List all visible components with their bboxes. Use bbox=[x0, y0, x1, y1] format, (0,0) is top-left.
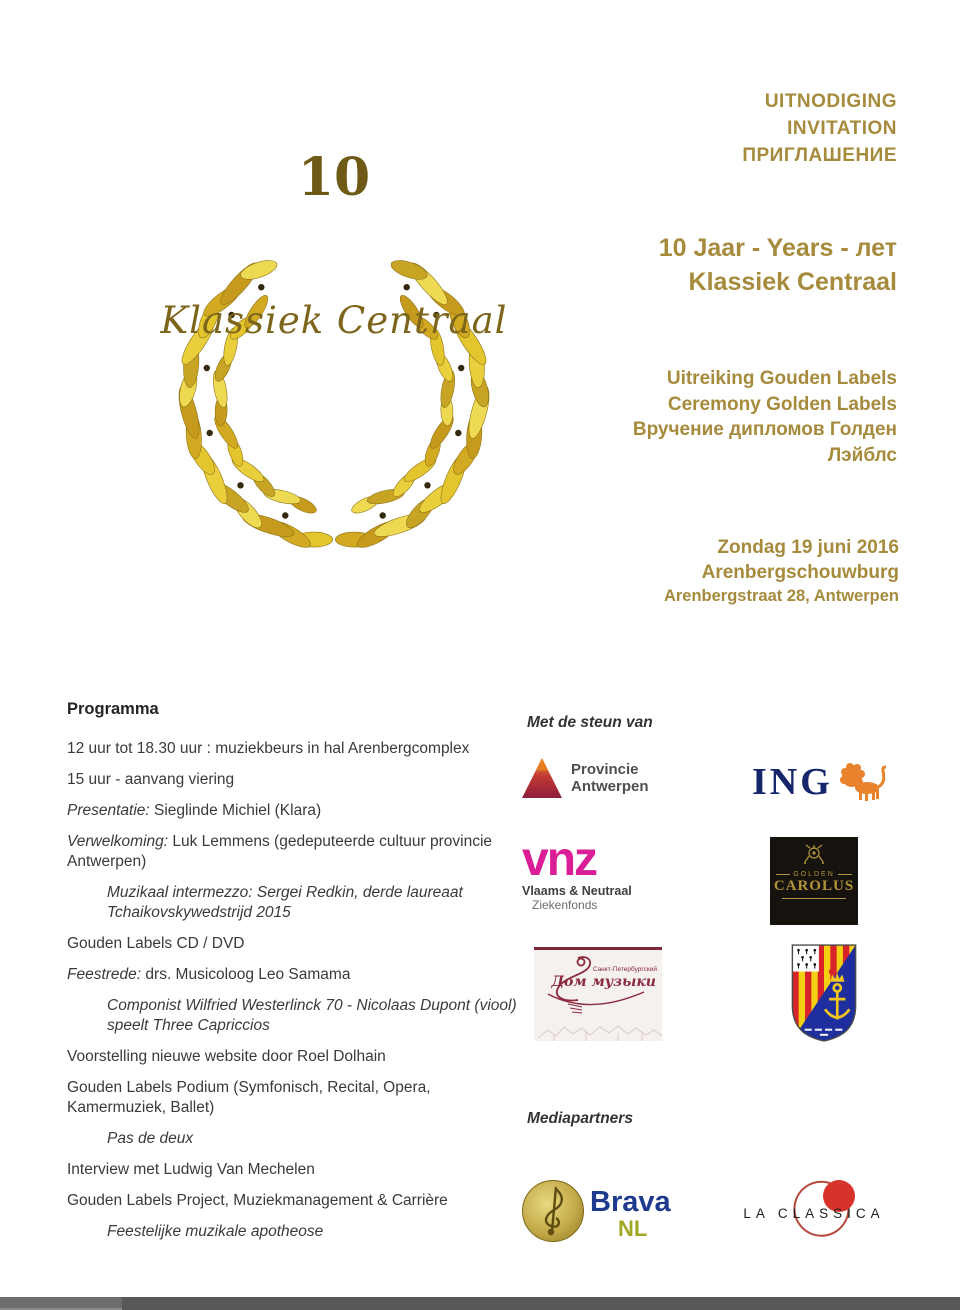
horizontal-scrollbar-thumb[interactable] bbox=[0, 1297, 122, 1310]
event-date: Zondag 19 juni 2016 bbox=[717, 537, 899, 558]
ing-lion-icon bbox=[837, 762, 889, 802]
golden-carolus-logo bbox=[770, 837, 858, 925]
program-item: Pas de deux bbox=[107, 1130, 194, 1147]
treble-clef-icon bbox=[523, 1181, 585, 1243]
program-item: 15 uur - aanvang viering bbox=[67, 771, 235, 788]
sponsors-heading: Met de steun van bbox=[527, 714, 653, 731]
vnz-wordmark: vnz bbox=[522, 833, 597, 886]
ceremony-line-en: Ceremony Golden Labels bbox=[667, 393, 897, 415]
program-item: 12 uur tot 18.30 uur : muziekbeurs in hal Arenbergcomplex bbox=[67, 740, 470, 757]
brava-nl-label: NL bbox=[618, 1216, 648, 1241]
event-venue: Arenbergschouwburg bbox=[701, 562, 899, 583]
vnz-label-line1: Vlaams & Neutraal bbox=[522, 884, 632, 898]
program-item: Componist Wilfried Westerlinck 70 - Nicolaas Dupont (viool) speelt Three Capriccios bbox=[107, 997, 517, 1034]
vnz-logo bbox=[522, 833, 652, 912]
invitation-line-en: INVITATION bbox=[787, 118, 897, 139]
event-details bbox=[664, 535, 899, 608]
coat-of-arms-shield-icon bbox=[786, 942, 862, 1044]
la-classica-wordmark: LA CLASSICA bbox=[743, 1206, 885, 1221]
invitation-heading bbox=[742, 88, 897, 169]
carolus-crest-icon bbox=[800, 843, 828, 869]
ing-logo bbox=[752, 760, 889, 804]
program-item: Voorstelling nieuwe website door Roel Dolhain bbox=[67, 1048, 386, 1065]
program-title: Programma bbox=[67, 700, 159, 718]
provincie-antwerpen-label: Provincie Antwerpen bbox=[571, 761, 649, 795]
program-item: Feestrede: drs. Musicoloog Leo Samama bbox=[67, 966, 351, 983]
invitation-line-nl: UITNODIGING bbox=[764, 91, 897, 112]
la-classica-logo bbox=[738, 1176, 890, 1246]
anniversary-title-line1: 10 Jaar - Years - лет bbox=[658, 234, 897, 262]
program-item: Gouden Labels Project, Muziekmanagement & Carrière bbox=[67, 1192, 448, 1209]
carolus-small-label: GOLDEN bbox=[770, 871, 858, 878]
program-item: Muzikaal intermezzo: Sergei Redkin, derde laureaat Tchaikovskywedstrijd 2015 bbox=[107, 884, 463, 921]
dom-muzyki-flourish-icon bbox=[534, 950, 662, 1041]
ing-wordmark: ING bbox=[752, 761, 833, 803]
brava-circle-icon bbox=[522, 1180, 584, 1242]
vnz-label-line2: Ziekenfonds bbox=[532, 898, 598, 912]
ceremony-line-ru1: Вручение дипломов Голден bbox=[632, 419, 897, 440]
wreath-number: 10 bbox=[297, 147, 371, 208]
program-item: Verwelkoming: Luk Lemmens (gedeputeerde cultuur provincie Antwerpen) bbox=[67, 833, 493, 870]
program-item: Feestelijke muzikale apotheose bbox=[107, 1223, 324, 1240]
brava-wordmark: Brava bbox=[590, 1186, 671, 1218]
program-section bbox=[67, 700, 519, 1253]
coat-of-arms-logo bbox=[786, 942, 862, 1049]
program-item: Gouden Labels CD / DVD bbox=[67, 935, 245, 952]
provincie-antwerpen-triangle-icon bbox=[521, 757, 563, 799]
brava-nl-logo bbox=[522, 1180, 672, 1250]
program-item: Gouden Labels Podium (Symfonisch, Recital, Opera, Kamermuziek, Ballet) bbox=[67, 1079, 431, 1116]
carolus-wordmark: CAROLUS bbox=[773, 878, 855, 894]
klassiek-centraal-wreath-logo bbox=[112, 143, 556, 568]
horizontal-scrollbar[interactable] bbox=[0, 1297, 960, 1310]
anniversary-title-line2: Klassiek Centraal bbox=[688, 268, 897, 296]
ceremony-line-nl: Uitreiking Gouden Labels bbox=[666, 368, 897, 389]
program-item: Presentatie: Sieglinde Michiel (Klara) bbox=[67, 802, 322, 819]
event-address: Arenbergstraat 28, Antwerpen bbox=[663, 587, 899, 605]
dom-muzyki-logo bbox=[534, 947, 662, 1041]
invitation-line-ru: ПРИГЛАШЕНИЕ bbox=[742, 145, 897, 166]
dom-muzyki-small-label: Санкт-Петербургский bbox=[592, 966, 657, 973]
wreath-title-script: Klassiek Centraal bbox=[160, 299, 508, 342]
ceremony-heading bbox=[633, 366, 897, 468]
program-item: Interview met Ludwig Van Mechelen bbox=[67, 1161, 315, 1178]
carolus-rule bbox=[782, 898, 846, 899]
mediapartners-heading: Mediapartners bbox=[527, 1110, 633, 1127]
anniversary-title bbox=[659, 231, 897, 299]
dom-muzyki-wordmark: Дом музыки bbox=[551, 974, 656, 990]
provincie-antwerpen-logo bbox=[521, 757, 649, 799]
ceremony-line-ru2: Лэйблс bbox=[827, 444, 897, 466]
